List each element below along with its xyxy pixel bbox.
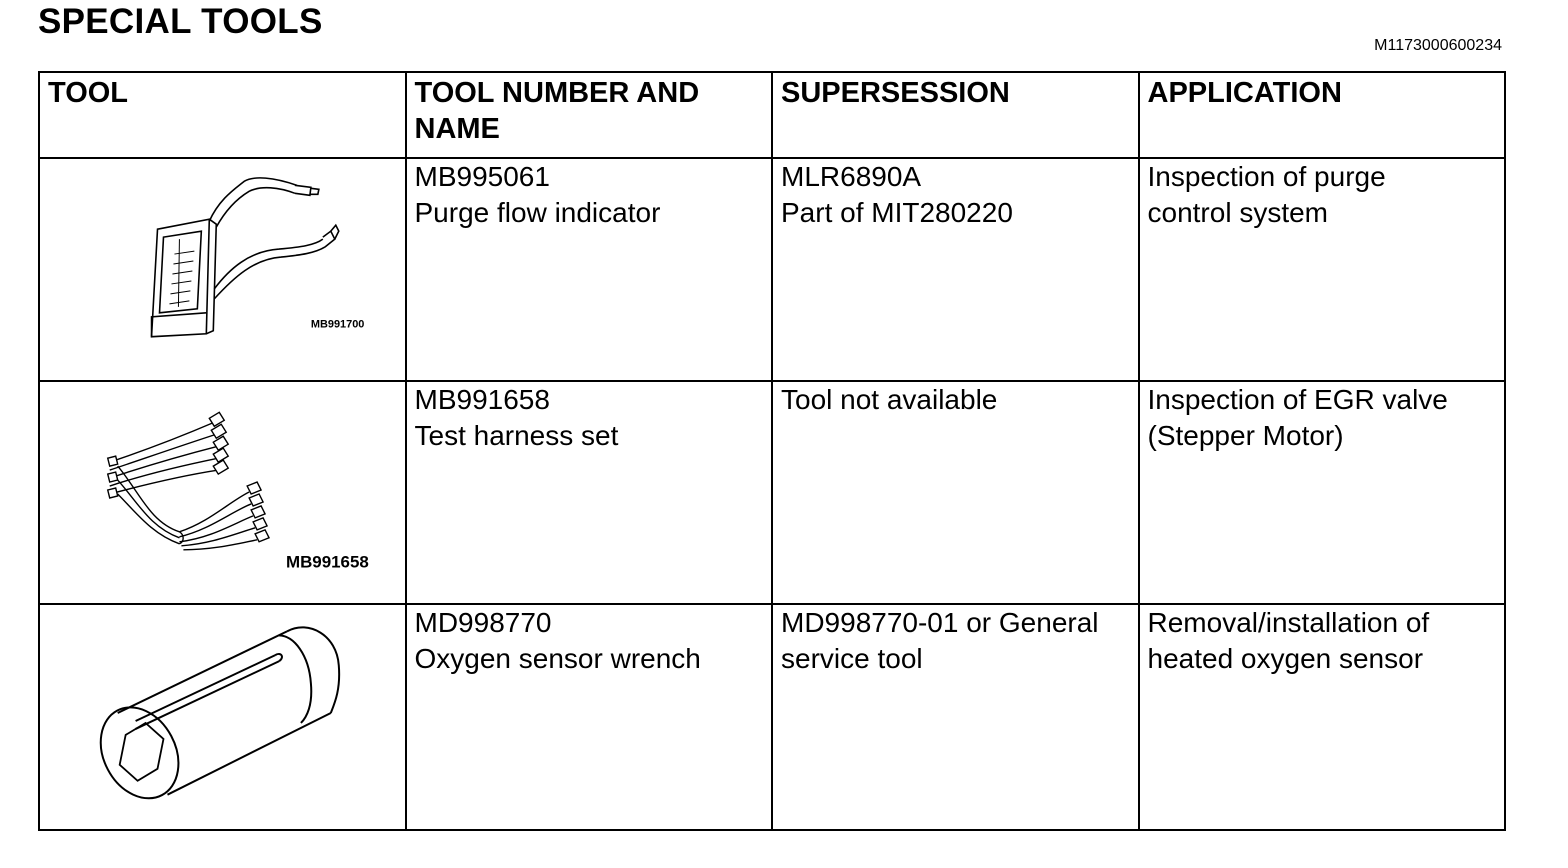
application-cell bbox=[1139, 604, 1506, 830]
tool-image-cell bbox=[39, 158, 406, 381]
tool-number: MB995061 bbox=[414, 161, 550, 192]
supersession-cell bbox=[772, 604, 1139, 830]
supersession-line: Tool not available bbox=[781, 384, 998, 415]
table-row bbox=[39, 381, 1505, 604]
tool-name: Oxygen sensor wrench bbox=[414, 643, 701, 674]
supersession-line: MLR6890A bbox=[781, 161, 922, 192]
document-id: M1173000600234 bbox=[1374, 37, 1502, 54]
supersession-line: service tool bbox=[781, 643, 923, 674]
application-line: Inspection of purge bbox=[1147, 161, 1386, 192]
tool-number: MB991658 bbox=[414, 384, 550, 415]
page-title: SPECIAL TOOLS bbox=[38, 2, 323, 41]
application-cell bbox=[1139, 158, 1506, 381]
application-line: heated oxygen sensor bbox=[1147, 643, 1424, 674]
tool-number-and-name-cell bbox=[406, 604, 773, 830]
special-tools-table bbox=[38, 71, 1506, 831]
tool-number-and-name-cell bbox=[406, 158, 773, 381]
application-cell bbox=[1139, 381, 1506, 604]
purge-flow-indicator-icon bbox=[40, 159, 405, 380]
tool-image-cell bbox=[39, 604, 406, 830]
column-header-application: APPLICATION bbox=[1139, 72, 1506, 158]
table-row bbox=[39, 158, 1505, 381]
application-line: control system bbox=[1147, 197, 1328, 228]
column-header-tool-number-and-name: TOOL NUMBER AND NAME bbox=[406, 72, 773, 158]
supersession-line: MD998770-01 or General bbox=[781, 607, 1099, 638]
tool-name: Test harness set bbox=[414, 420, 619, 451]
table-row bbox=[39, 604, 1505, 830]
oxygen-sensor-wrench-icon bbox=[40, 605, 405, 829]
test-harness-set-icon bbox=[40, 382, 405, 603]
column-header-tool: TOOL bbox=[39, 72, 406, 158]
supersession-line: Part of MIT280220 bbox=[781, 197, 1013, 228]
tool-name: Purge flow indicator bbox=[414, 197, 661, 228]
tool-image-cell bbox=[39, 381, 406, 604]
column-header-supersession: SUPERSESSION bbox=[772, 72, 1139, 158]
supersession-cell bbox=[772, 158, 1139, 381]
supersession-cell bbox=[772, 381, 1139, 604]
tool-image-caption: MB991700 bbox=[310, 318, 365, 331]
table-header-row bbox=[39, 72, 1505, 158]
application-line: (Stepper Motor) bbox=[1147, 420, 1344, 451]
tool-number: MD998770 bbox=[414, 607, 552, 638]
application-line: Inspection of EGR valve bbox=[1147, 384, 1448, 415]
application-line: Removal/installation of bbox=[1147, 607, 1430, 638]
tool-image-caption: MB991658 bbox=[285, 552, 369, 572]
tool-number-and-name-cell bbox=[406, 381, 773, 604]
